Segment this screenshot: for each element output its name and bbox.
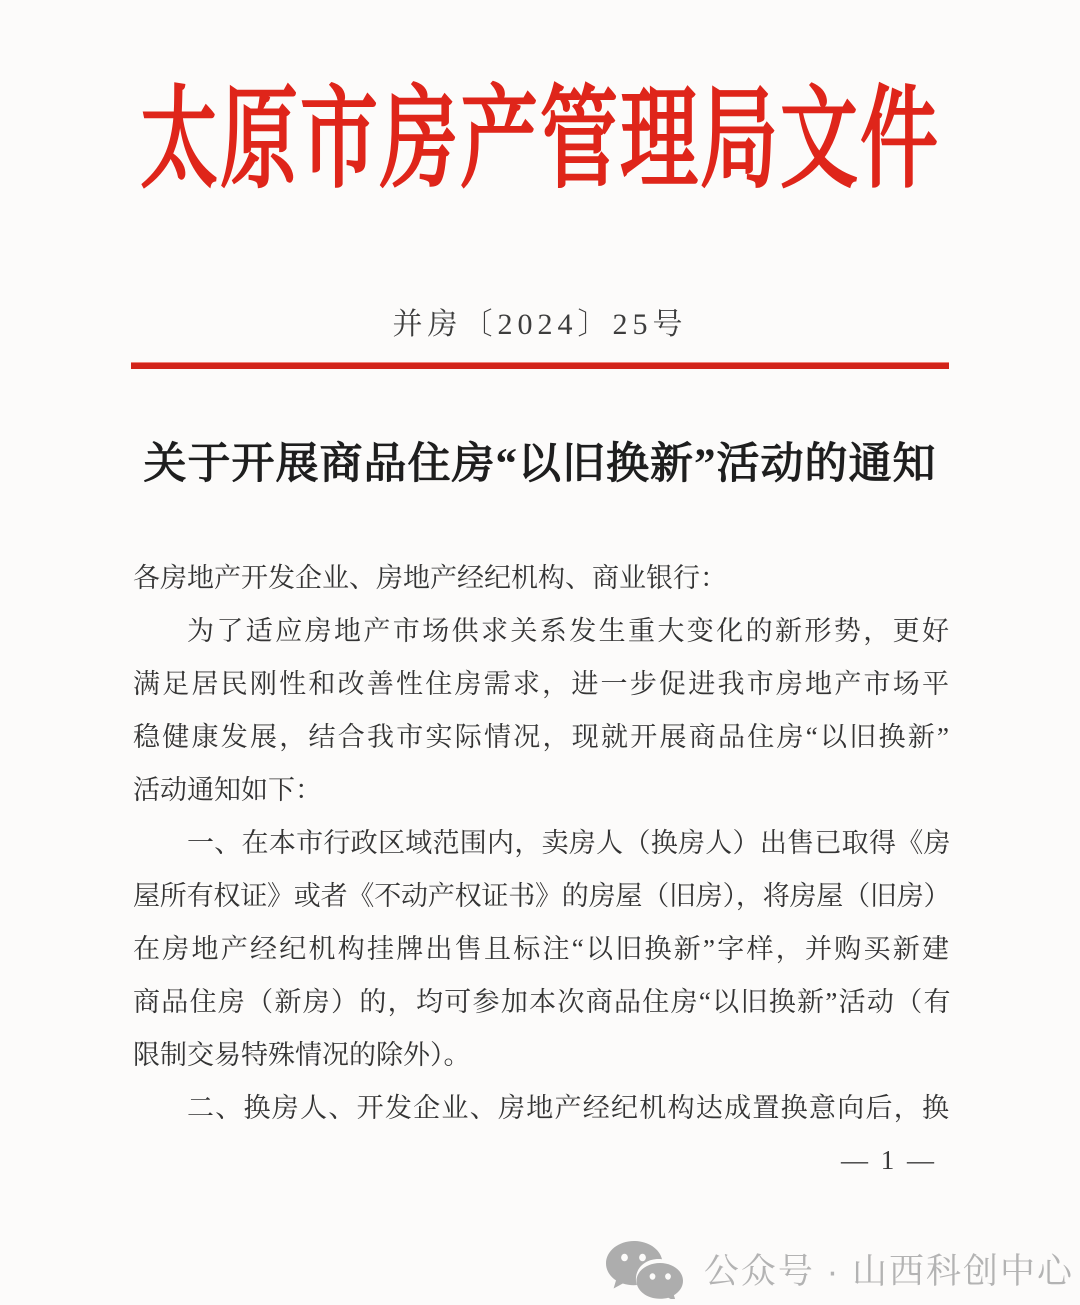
body-line: 一、在本市行政区域范围内，卖房人（换房人）出售已取得《房 bbox=[187, 828, 949, 858]
body-line: 稳健康发展，结合我市实际情况，现就开展商品住房“以旧换新” bbox=[133, 722, 949, 752]
body-line: 为了适应房地产市场供求关系发生重大变化的新形势，更好 bbox=[187, 616, 949, 646]
letterhead-title: 太原市房产管理局文件 bbox=[139, 77, 940, 201]
watermark-footer bbox=[604, 1238, 1074, 1300]
page-number: — 1 — bbox=[841, 1145, 937, 1175]
body-line: 二、换房人、开发企业、房地产经纪机构达成置换意向后，换 bbox=[187, 1093, 949, 1123]
body-line: 商品住房（新房）的，均可参加本次商品住房“以旧换新”活动（有 bbox=[133, 987, 949, 1017]
document-title: 关于开展商品住房“以旧换新”活动的通知 bbox=[143, 441, 937, 488]
watermark-text: 公众号 · 山西科创中心 bbox=[703, 1252, 1074, 1291]
body-line: 限制交易特殊情况的除外）。 bbox=[133, 1040, 471, 1070]
wechat-icon bbox=[604, 1239, 690, 1299]
body-line: 在房地产经纪机构挂牌出售且标注“以旧换新”字样，并购买新建 bbox=[133, 934, 949, 964]
body-line: 活动通知如下： bbox=[133, 775, 322, 805]
body-line: 各房地产开发企业、房地产经纪机构、商业银行： bbox=[133, 563, 727, 593]
red-divider-line bbox=[131, 362, 949, 369]
document-number: 并房〔2024〕25号 bbox=[392, 308, 688, 341]
document-body bbox=[133, 552, 949, 1135]
body-line: 屋所有权证》或者《不动产权证书》的房屋（旧房），将房屋（旧房） bbox=[133, 881, 949, 911]
body-line: 满足居民刚性和改善性住房需求，进一步促进我市房地产市场平 bbox=[133, 669, 949, 699]
